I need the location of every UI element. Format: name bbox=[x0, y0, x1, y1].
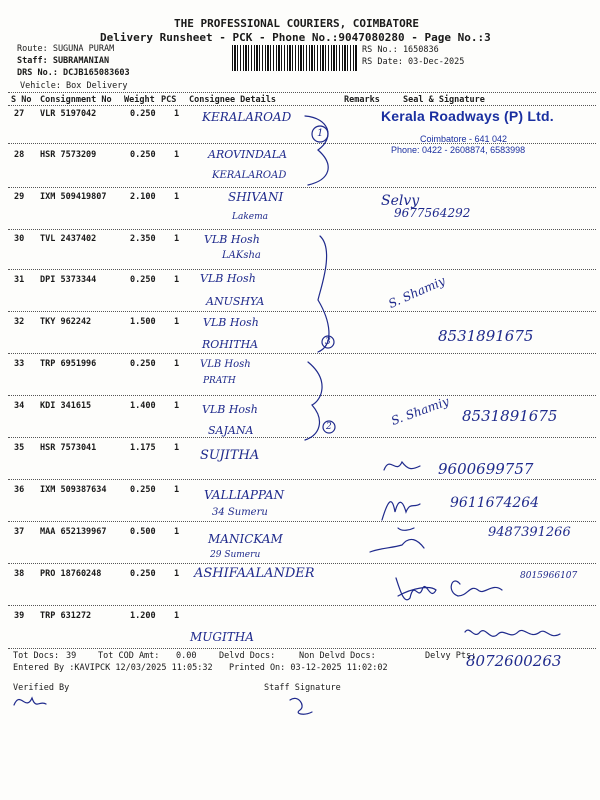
handwritten-consignee: ANUSHYA bbox=[206, 295, 265, 308]
staff: Staff: SUBRAMANIAN bbox=[17, 56, 110, 66]
signature-mark bbox=[396, 578, 436, 600]
entered-by: Entered By :KAVIPCK 12/03/2025 11:05:32 bbox=[13, 663, 213, 673]
company-title: THE PROFESSIONAL COURIERS, COIMBATORE bbox=[174, 17, 420, 30]
drs-number: DRS No.: DCJB165083603 bbox=[17, 68, 130, 78]
signature-mark bbox=[465, 630, 560, 636]
handwritten-consignee: ROHITHA bbox=[202, 338, 259, 351]
row-pcs: 1 bbox=[174, 485, 180, 495]
row-weight: 2.350 bbox=[130, 234, 156, 244]
rs-date: RS Date: 03-Dec-2025 bbox=[362, 57, 465, 67]
row-sno: 31 bbox=[14, 275, 25, 285]
row-sno: 29 bbox=[14, 192, 25, 202]
row-sno: 27 bbox=[14, 109, 25, 119]
stamp-city: Coimbatore - 641 042 bbox=[420, 134, 508, 144]
tot-cod-value: 0.00 bbox=[176, 651, 197, 661]
handwritten-phone: 9600699757 bbox=[438, 460, 534, 478]
handwritten-consignee: SAJANA bbox=[208, 424, 254, 437]
col-seal: Seal & Signature bbox=[403, 95, 485, 105]
signature-mark bbox=[384, 462, 420, 470]
row-sno: 36 bbox=[14, 485, 25, 495]
row-consignment: KDI 341615 bbox=[40, 401, 92, 411]
handwritten-consignee: KERALAROAD bbox=[202, 110, 292, 124]
handwritten-phone: 9677564292 bbox=[394, 206, 471, 220]
signature-mark bbox=[451, 581, 502, 596]
handwritten-consignee: VLB Hosh bbox=[203, 316, 259, 329]
signature-mark bbox=[382, 502, 420, 520]
row-sno: 32 bbox=[14, 317, 25, 327]
handwritten-phone: 8531891675 bbox=[462, 407, 558, 425]
row-pcs: 1 bbox=[174, 109, 180, 119]
handwritten-signature: S. Shamiy bbox=[386, 273, 448, 311]
row-sno: 33 bbox=[14, 359, 25, 369]
staff-signature-label: Staff Signature bbox=[264, 683, 341, 693]
handwritten-consignee: VALLIAPPAN bbox=[204, 488, 285, 502]
row-weight: 1.200 bbox=[130, 611, 156, 621]
row-sno: 35 bbox=[14, 443, 25, 453]
row-pcs: 1 bbox=[174, 359, 180, 369]
handwritten-consignee: SUJITHA bbox=[200, 448, 260, 463]
handwritten-consignee: VLB Hosh bbox=[204, 233, 260, 246]
printed-on: Printed On: 03-12-2025 11:02:02 bbox=[229, 663, 388, 673]
row-weight: 0.250 bbox=[130, 569, 156, 579]
handwritten-consignee: ASHIFAALANDER bbox=[194, 566, 315, 581]
tot-cod-label: Tot COD Amt: bbox=[98, 651, 160, 661]
signature-mark bbox=[370, 528, 424, 552]
row-consignment: HSR 7573209 bbox=[40, 150, 97, 160]
row-consignment: VLR 5197042 bbox=[40, 109, 97, 119]
circle-marker: 2 bbox=[326, 422, 332, 432]
row-consignment: TKY 962242 bbox=[40, 317, 92, 327]
circle-marker: 3 bbox=[325, 337, 331, 347]
delvd-docs-label: Delvd Docs: bbox=[219, 651, 276, 661]
staff-signature-mark bbox=[290, 698, 312, 714]
rs-number: RS No.: 1650836 bbox=[362, 45, 439, 55]
handwritten-consignee: VLB Hosh bbox=[202, 403, 258, 416]
handwritten-phone: 9487391266 bbox=[488, 525, 571, 540]
row-sno: 30 bbox=[14, 234, 25, 244]
row-weight: 0.250 bbox=[130, 109, 156, 119]
verified-signature-mark bbox=[14, 698, 46, 705]
handwritten-consignee: 34 Sumeru bbox=[212, 507, 268, 518]
row-weight: 2.100 bbox=[130, 192, 156, 202]
handwritten-consignee: Lakema bbox=[232, 212, 269, 222]
handwritten-consignee: LAKsha bbox=[222, 250, 261, 261]
row-pcs: 1 bbox=[174, 234, 180, 244]
row-consignment: HSR 7573041 bbox=[40, 443, 97, 453]
row-sno: 39 bbox=[14, 611, 25, 621]
delvy-pts-label: Delvy Pts: bbox=[425, 651, 477, 661]
handwritten-phone: 9611674264 bbox=[450, 495, 540, 511]
row-weight: 1.400 bbox=[130, 401, 156, 411]
row-weight: 0.250 bbox=[130, 359, 156, 369]
circle-marker-ring bbox=[312, 126, 328, 142]
row-consignment: DPI 5373344 bbox=[40, 275, 97, 285]
handwritten-consignee: SHIVANI bbox=[228, 190, 284, 204]
row-pcs: 1 bbox=[174, 275, 180, 285]
handwritten-signature: S. Shamiy bbox=[389, 394, 451, 428]
handwritten-consignee: MUGITHA bbox=[190, 630, 254, 644]
row-weight: 0.500 bbox=[130, 527, 156, 537]
non-delvd-docs-label: Non Delvd Docs: bbox=[299, 651, 376, 661]
runsheet-title: Delivery Runsheet - PCK - Phone No.:9047080280 - Page No.:3 bbox=[100, 31, 491, 44]
col-consignment: Consignment No bbox=[40, 95, 112, 105]
row-sno: 34 bbox=[14, 401, 25, 411]
row-weight: 0.250 bbox=[130, 485, 156, 495]
row-consignment: TRP 631272 bbox=[40, 611, 92, 621]
row-consignment: IXM 509419807 bbox=[40, 192, 107, 202]
verified-by-label: Verified By bbox=[13, 683, 70, 693]
row-pcs: 1 bbox=[174, 317, 180, 327]
handwritten-phone: 8072600263 bbox=[466, 652, 562, 670]
stamp-name: Kerala Roadways (P) Ltd. bbox=[381, 108, 554, 124]
row-pcs: 1 bbox=[174, 150, 180, 160]
stamp-phone: Phone: 0422 - 2608874, 6583998 bbox=[391, 145, 526, 155]
row-consignment: PRO 18760248 bbox=[40, 569, 102, 579]
handwritten-consignee: AROVINDALA bbox=[208, 148, 287, 161]
row-pcs: 1 bbox=[174, 192, 180, 202]
route: Route: SUGUNA PURAM bbox=[17, 44, 115, 54]
row-consignment: TVL 2437402 bbox=[40, 234, 97, 244]
col-remarks: Remarks bbox=[344, 95, 380, 105]
handwritten-consignee: PRATH bbox=[203, 376, 236, 386]
handwritten-signature: Selvy bbox=[381, 193, 420, 209]
tot-docs-value: 39 bbox=[66, 651, 77, 661]
row-weight: 1.500 bbox=[130, 317, 156, 327]
circle-marker-ring bbox=[323, 421, 335, 433]
row-weight: 1.175 bbox=[130, 443, 156, 453]
row-sno: 37 bbox=[14, 527, 25, 537]
col-weight: Weight bbox=[124, 95, 155, 105]
row-weight: 0.250 bbox=[130, 275, 156, 285]
row-consignment: TRP 6951996 bbox=[40, 359, 97, 369]
row-pcs: 1 bbox=[174, 401, 180, 411]
col-pcs: PCS bbox=[161, 95, 177, 105]
handwritten-consignee: MANICKAM bbox=[208, 532, 283, 546]
handwritten-phone: 8531891675 bbox=[438, 327, 534, 345]
tot-docs-label: Tot Docs: bbox=[13, 651, 60, 661]
handwritten-consignee: KERALAROAD bbox=[212, 170, 287, 181]
vehicle: Vehicle: Box Delivery bbox=[20, 81, 128, 91]
handwritten-phone: 8015966107 bbox=[520, 571, 578, 581]
col-consignee: Consignee Details bbox=[189, 95, 276, 105]
row-pcs: 1 bbox=[174, 611, 180, 621]
row-pcs: 1 bbox=[174, 443, 180, 453]
row-sno: 38 bbox=[14, 569, 25, 579]
circle-marker: 1 bbox=[317, 128, 324, 139]
handwritten-consignee: 29 Sumeru bbox=[210, 550, 261, 560]
row-pcs: 1 bbox=[174, 569, 180, 579]
row-consignment: IXM 509387634 bbox=[40, 485, 107, 495]
row-consignment: MAA 652139967 bbox=[40, 527, 107, 537]
row-sno: 28 bbox=[14, 150, 25, 160]
brace-mark bbox=[305, 362, 322, 440]
handwritten-consignee: VLB Hosh bbox=[200, 272, 256, 285]
row-pcs: 1 bbox=[174, 527, 180, 537]
brace-mark bbox=[318, 236, 329, 352]
row-weight: 0.250 bbox=[130, 150, 156, 160]
handwritten-consignee: VLB Hosh bbox=[200, 359, 251, 370]
col-sno: S No bbox=[11, 95, 32, 105]
